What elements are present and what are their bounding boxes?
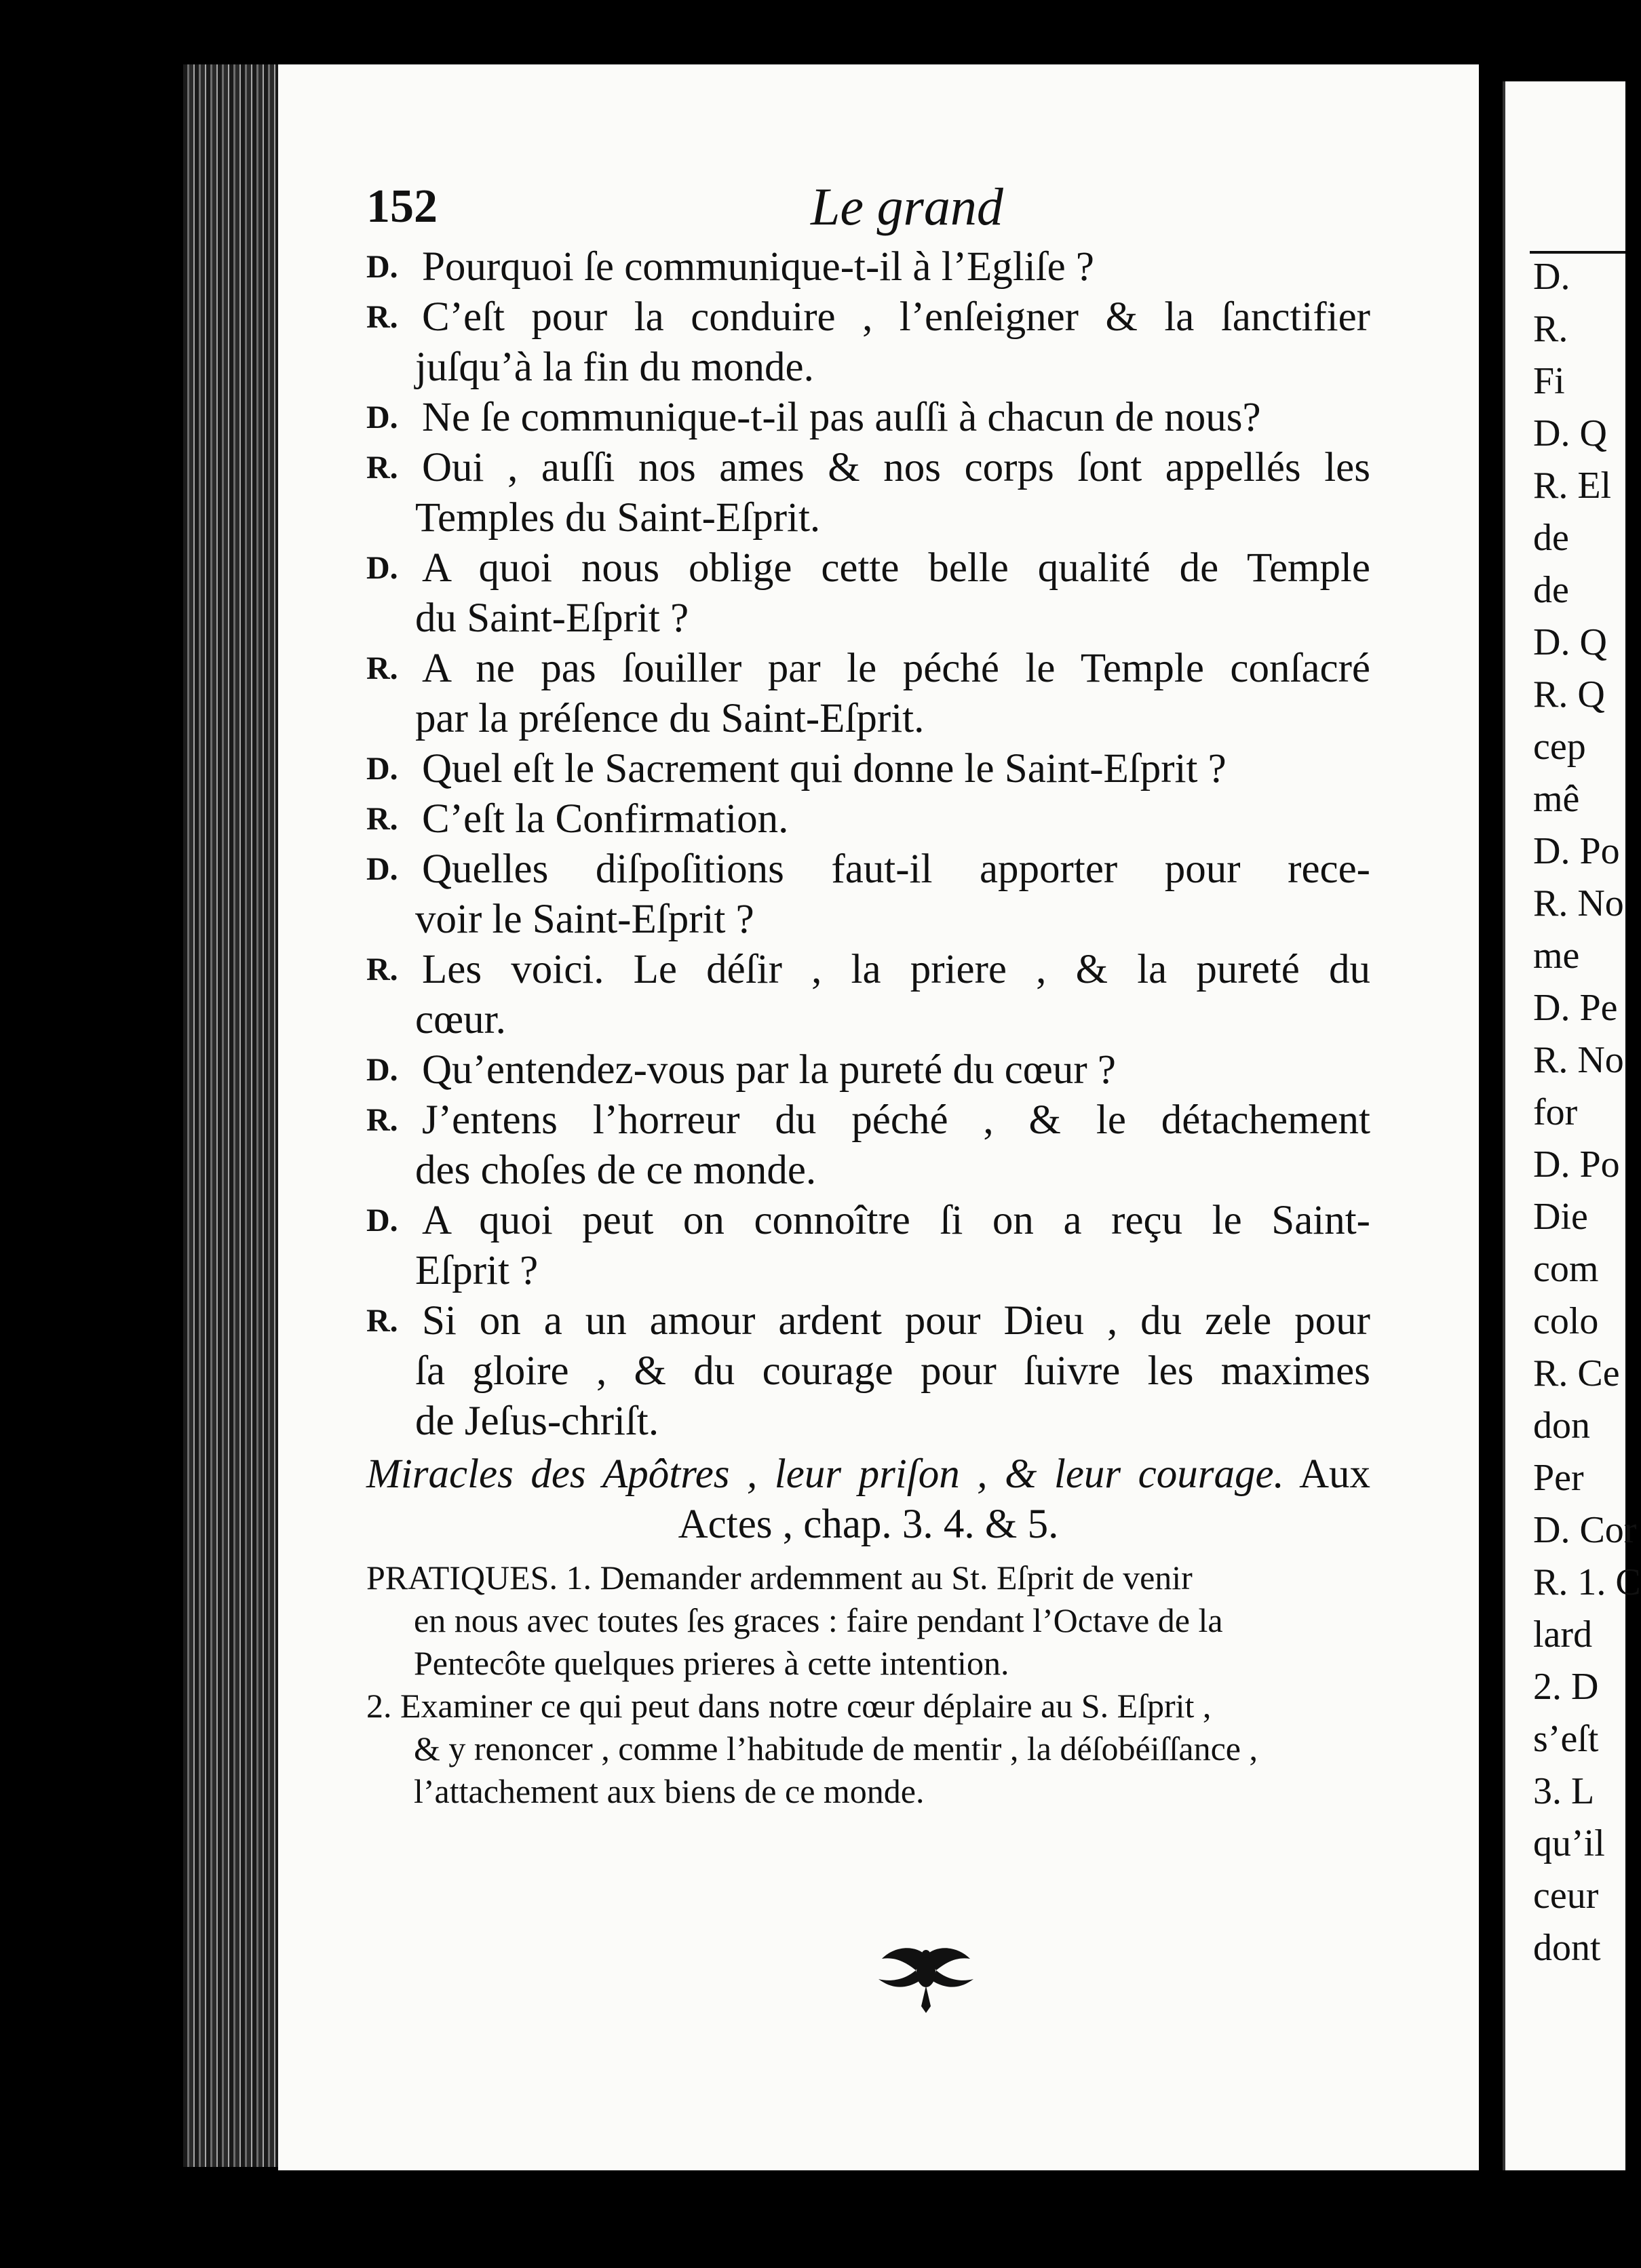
facing-page-line: R. Q — [1533, 673, 1605, 716]
pratiques-line: l’attachement aux biens de ce monde. — [414, 1772, 925, 1810]
facing-page-line: D. Q — [1533, 621, 1607, 663]
question-marker: D. — [366, 550, 398, 586]
question-entry — [366, 543, 1370, 644]
facing-page-line: Per — [1533, 1457, 1584, 1499]
facing-page-line: de — [1533, 569, 1569, 611]
facing-page-line: colo — [1533, 1300, 1599, 1342]
entry-text-line: Oui , auſſi nos ames & nos corps ſont appellés les — [422, 445, 1370, 490]
facing-page-line: cep — [1533, 726, 1586, 768]
facing-page-line: R. El — [1533, 465, 1612, 507]
pratiques-line: en nous avec toutes ſes graces : faire pendant l’Octave de la — [414, 1601, 1223, 1639]
facing-page-line: s’eſt — [1533, 1718, 1599, 1760]
entry-text-line: J’entens l’horreur du péché , & le détachement — [422, 1097, 1370, 1143]
answer-entry — [366, 1296, 1370, 1447]
fleuron-ornament-icon — [868, 1942, 984, 2016]
facing-page-line: me — [1533, 935, 1580, 977]
entry-text-line: C’eſt pour la conduire , l’enſeigner & la ſanctifier — [422, 294, 1370, 340]
entry-text-line: Quelles diſpoſitions faut-il apporter pour rece- — [422, 846, 1370, 892]
answer-entry — [366, 945, 1370, 1045]
facing-page-line: mê — [1533, 778, 1580, 820]
entry-text-line: C’eſt la Confirmation. — [422, 796, 789, 842]
answer-marker: R. — [366, 1303, 398, 1339]
facing-page-line: D. — [1533, 256, 1570, 298]
facing-page-line: D. Q — [1533, 412, 1607, 454]
question-marker: D. — [366, 751, 398, 787]
entry-text-line: Temples du Saint-Eſprit. — [415, 495, 821, 541]
entry-text-line: Quel eſt le Sacrement qui donne le Saint-Eſprit ? — [422, 746, 1227, 791]
scripture-reference-line-1 — [366, 1449, 1370, 1500]
entry-text-line: de Jeſus-chriſt. — [415, 1399, 659, 1444]
pratiques-line: 2. Examiner ce qui peut dans notre cœur déplaire au S. Eſprit , — [366, 1687, 1212, 1725]
answer-marker: R. — [366, 650, 398, 686]
scripture-reference-aux: Aux — [1283, 1451, 1371, 1497]
facing-page-line: D. Po — [1533, 1143, 1620, 1186]
facing-page-line: lard — [1533, 1614, 1593, 1656]
question-marker: D. — [366, 249, 398, 285]
answer-marker: R. — [366, 450, 398, 486]
facing-page-text — [1533, 256, 1641, 1974]
facing-page-line: com — [1533, 1248, 1599, 1290]
facing-page-line: R. No — [1533, 882, 1624, 924]
entry-text-line: A ne pas ſouiller par le péché le Temple conſacré — [422, 646, 1370, 691]
page-header — [366, 177, 1316, 241]
entry-text-line: Pourquoi ſe communique-t-il à l’Egliſe ? — [422, 244, 1095, 290]
facing-page-line: R. No — [1533, 1039, 1624, 1081]
facing-page-line: Die — [1533, 1196, 1588, 1238]
facing-page-line: de — [1533, 517, 1569, 559]
facing-page-line: dont — [1533, 1927, 1601, 1969]
answer-entry — [366, 1095, 1370, 1196]
answer-marker: R. — [366, 952, 398, 988]
question-answer-list — [366, 242, 1370, 1447]
entry-text-line: cœur. — [415, 997, 506, 1042]
entry-text-line: des choſes de ce monde. — [415, 1148, 817, 1193]
facing-page-line: Fi — [1533, 360, 1565, 402]
answer-marker: R. — [366, 1102, 398, 1138]
page-number: 152 — [366, 180, 438, 233]
facing-page-line: qu’il — [1533, 1822, 1605, 1864]
question-marker: D. — [366, 1203, 398, 1238]
facing-page-line: 3. L — [1533, 1770, 1595, 1812]
answer-marker: R. — [366, 801, 398, 837]
entry-text-line: voir le Saint-Eſprit ? — [415, 897, 754, 942]
left-page — [278, 64, 1479, 2170]
answer-entry — [366, 794, 1370, 844]
entry-text-line: A quoi nous oblige cette belle qualité de Temple — [422, 545, 1370, 591]
pratiques-line: Pentecôte quelques prieres à cette intention. — [414, 1644, 1009, 1682]
question-entry — [366, 844, 1370, 945]
pratiques-line: PRATIQUES. 1. Demander ardemment au St. Eſprit de venir — [366, 1559, 1193, 1597]
facing-page-line: D. Cor — [1533, 1509, 1637, 1551]
question-entry — [366, 1196, 1370, 1296]
facing-page-line: R. — [1533, 308, 1568, 350]
question-entry — [366, 1045, 1370, 1095]
facing-page-line: D. Pe — [1533, 987, 1618, 1029]
facing-page-line: D. Po — [1533, 830, 1620, 872]
scripture-reference-italic: Miracles des Apôtres , leur priſon , & leur courage. — [366, 1451, 1284, 1497]
entry-text-line: du Saint-Eſprit ? — [415, 595, 689, 641]
facing-page-line: R. 1. C — [1533, 1561, 1641, 1603]
answer-entry — [366, 443, 1370, 543]
entry-text-line: A quoi peut on connoître ſi on a reçu le Saint- — [422, 1198, 1370, 1243]
entry-text-line: juſqu’à la fin du monde. — [415, 345, 814, 390]
pratiques-section — [366, 1557, 1370, 1813]
entry-text-line: Si on a un amour ardent pour Dieu , du zele pour — [422, 1298, 1370, 1344]
question-entry — [366, 393, 1370, 443]
answer-marker: R. — [366, 299, 398, 335]
facing-page-line: for — [1533, 1091, 1578, 1133]
entry-text-line: Ne ſe communique-t-il pas auſſi à chacun de nous? — [422, 395, 1261, 440]
scripture-reference — [366, 1449, 1370, 1550]
question-entry — [366, 242, 1370, 292]
entry-text-line: par la préſence du Saint-Eſprit. — [415, 696, 925, 741]
entry-text-line: Les voici. Le déſir , la priere , & la pureté du — [422, 947, 1370, 992]
running-title: Le grand — [811, 177, 1003, 236]
facing-page-fragment — [1503, 81, 1641, 2170]
book-page-edges — [183, 64, 282, 2167]
answer-entry — [366, 644, 1370, 744]
question-marker: D. — [366, 399, 398, 435]
scripture-reference-line-2: Actes , chap. 3. 4. & 5. — [678, 1502, 1059, 1547]
question-entry — [366, 744, 1370, 794]
entry-text-line: ſa gloire , & du courage pour ſuivre les maximes — [415, 1348, 1370, 1394]
question-marker: D. — [366, 1052, 398, 1088]
entry-text-line: Eſprit ? — [415, 1248, 539, 1293]
answer-entry — [366, 292, 1370, 393]
catechism-text — [366, 242, 1370, 1813]
facing-page-line: don — [1533, 1405, 1590, 1447]
facing-page-line: 2. D — [1533, 1666, 1599, 1708]
entry-text-line: Qu’entendez-vous par la pureté du cœur ? — [422, 1047, 1117, 1093]
question-marker: D. — [366, 851, 398, 887]
facing-page-line: R. Ce — [1533, 1352, 1620, 1394]
facing-page-line: ceur — [1533, 1875, 1599, 1917]
pratiques-line: & y renoncer , comme l’habitude de mentir , la déſobéiſſance , — [414, 1729, 1258, 1767]
